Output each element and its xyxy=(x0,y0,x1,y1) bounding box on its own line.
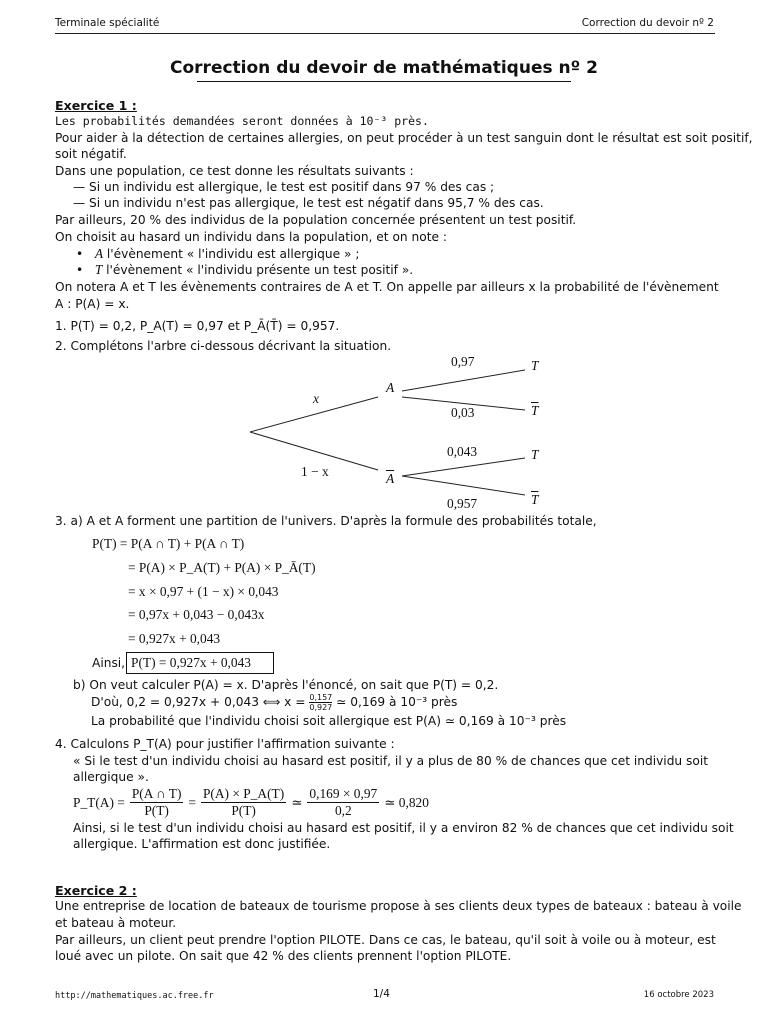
tree-label-x: x xyxy=(313,391,319,406)
conditional-formula: P_T(A) = $\frac{P(A \cap T)}{P(T)}$ = $\frac{P(A) \times P\_A(T)}{P(T)}$ ≃ $\frac{0,169 \times 0,97}{0,2}$ ≃ 0,820 xyxy=(73,786,429,818)
ex1-bullet-2: • T l'évènement « l'individu présente un test positif ». xyxy=(76,262,414,277)
boxed-result-text: P(T) = 0,927x + 0,043 xyxy=(131,655,251,670)
question-4-quote-2: allergique ». xyxy=(73,770,149,784)
formula-fraction-2 xyxy=(201,786,286,819)
var-a: A xyxy=(94,246,103,261)
f1-den: P(T) xyxy=(144,803,169,818)
branch-abar-tbar xyxy=(402,476,525,495)
branch-a-t xyxy=(402,370,525,391)
ex1-dash-2: — Si un individu n'est pas allergique, le test est négatif dans 95,7 % des cas. xyxy=(73,196,544,210)
tree-node-tbar-2: $\overline{T}$ xyxy=(531,492,539,507)
f3-den: 0,2 xyxy=(334,803,352,818)
fraction-num: 0,157 xyxy=(309,693,333,702)
tree-node-t-2: T xyxy=(531,447,539,462)
formula-fraction-1 xyxy=(130,786,184,819)
question-1: 1. P(T) = 0,2, P_A(T) = 0,97 et P_Ā(T̄) = 0,957. xyxy=(55,319,340,333)
tree-prob-0043: 0,043 xyxy=(447,444,478,459)
bullet-2-text: l'évènement « l'individu présente un test positif ». xyxy=(102,263,414,277)
ex1-line-5: Par ailleurs, 20 % des individus de la population concernée présentent un test positif. xyxy=(55,213,577,227)
q3b-approx: ≃ 0,169 à 10⁻³ près xyxy=(332,695,458,709)
equation-1: P(T) = P(A ∩ T) + P(A ∩ T) xyxy=(92,536,245,551)
fraction-small xyxy=(309,693,332,712)
ex2-line-1: Une entreprise de location de bateaux de tourisme propose à ses clients deux types de bateaux : bateau à voile xyxy=(55,899,742,913)
ex1-line-8: A : P(A) = x. xyxy=(55,297,130,311)
question-4-conclusion-1: Ainsi, si le test d'un individu choisi au hasard est positif, il y a environ 82 % de chances que cet individu soit xyxy=(73,821,734,835)
q3b-equation: D'où, 0,2 = 0,927x + 0,043 ⟺ x = xyxy=(91,695,310,709)
f1-num: P(A ∩ T) xyxy=(131,786,182,801)
question-2: 2. Complétons l'arbre ci-dessous décrivant la situation. xyxy=(55,339,392,353)
ex1-line-6: On choisit au hasard un individu dans la population, et on note : xyxy=(55,230,447,244)
question-3b-line-1: b) On veut calculer P(A) = x. D'après l'énoncé, on sait que P(T) = 0,2. xyxy=(73,678,499,692)
tree-label-1-minus-x: 1 − x xyxy=(301,464,329,479)
ex1-line-3: soit négatif. xyxy=(55,147,127,161)
ex2-line-2: et bateau à moteur. xyxy=(55,916,177,930)
equation-3: = x × 0,97 + (1 − x) × 0,043 xyxy=(128,584,279,599)
exercise-2-heading: Exercice 2 : xyxy=(55,883,137,898)
ex2-line-4: loué avec un pilote. On sait que 42 % des clients prennent l'option PILOTE. xyxy=(55,949,512,963)
header-right: Correction du devoir nº 2 xyxy=(581,17,714,29)
question-4-quote-1: « Si le test d'un individu choisi au hasard est positif, il y a plus de 80 % de chances que cet individu soit xyxy=(73,754,708,768)
formula-lhs: P_T(A) = xyxy=(73,794,125,810)
ex1-line-2: Pour aider à la détection de certaines allergies, on peut procéder à un test sanguin dont le résultat est soit positif, xyxy=(55,131,753,145)
tree-prob-0957: 0,957 xyxy=(447,496,478,511)
question-3b-line-3: La probabilité que l'individu choisi soit allergique est P(A) ≃ 0,169 à 10⁻³ près xyxy=(91,714,567,728)
question-4: 4. Calculons P_T(A) pour justifier l'affirmation suivante : xyxy=(55,737,395,751)
branch-abar-t xyxy=(402,458,525,476)
ainsi-label: Ainsi, xyxy=(92,656,126,670)
var-t: T xyxy=(94,262,103,277)
tree-node-tbar-1: $\overline{T}$ xyxy=(531,403,539,418)
tree-node-t-1: T xyxy=(531,358,539,373)
question-4-conclusion-2: allergique. L'affirmation est donc justifiée. xyxy=(73,837,331,851)
ex1-line-4: Dans une population, ce test donne les résultats suivants : xyxy=(55,164,414,178)
tree-prob-003: 0,03 xyxy=(451,405,475,420)
ex2-line-3: Par ailleurs, un client peut prendre l'option PILOTE. Dans ce cas, le bateau, qu'il soit à voile ou à moteur, est xyxy=(55,933,716,947)
ex1-line-7: On notera A et T les évènements contraires de A et T. On appelle par ailleurs x la probabilité de l'évènement xyxy=(55,280,719,294)
equation-5: = 0,927x + 0,043 xyxy=(128,631,221,646)
tree-prob-097: 0,97 xyxy=(451,354,475,369)
tree-node-a: A xyxy=(386,380,395,395)
header-left: Terminale spécialité xyxy=(55,17,160,29)
equation-2: = P(A) × P_A(T) + P(A) × P_Ā(T) xyxy=(128,560,316,575)
formula-fraction-3 xyxy=(307,786,379,819)
fraction-den: 0,927 xyxy=(309,703,333,712)
page-number: 1/4 xyxy=(373,988,390,1000)
footer-url[interactable]: http://mathematiques.ac.free.fr xyxy=(55,991,214,1001)
ex1-line-1: Les probabilités demandées seront données à 10⁻³ près. xyxy=(55,114,429,128)
formula-result: ≃ 0,820 xyxy=(384,794,429,810)
f2-num: P(A) × P_A(T) xyxy=(202,786,285,801)
exercise-1-heading: Exercice 1 : xyxy=(55,98,137,113)
question-3a: 3. a) A et A forment une partition de l'univers. D'après la formule des probabilités totale, xyxy=(55,514,597,528)
equation-4: = 0,97x + 0,043 − 0,043x xyxy=(128,607,265,622)
f3-num: 0,169 × 0,97 xyxy=(309,786,378,801)
footer-date: 16 octobre 2023 xyxy=(643,990,714,1000)
ex1-bullet-1: • A l'évènement « l'individu est allergique » ; xyxy=(76,246,360,261)
tree-node-abar: $\overline{A}$ xyxy=(386,471,395,486)
question-3b-line-2 xyxy=(91,693,457,712)
bullet-1-text: l'évènement « l'individu est allergique » ; xyxy=(103,247,360,261)
ex1-dash-1: — Si un individu est allergique, le test est positif dans 97 % des cas ; xyxy=(73,180,495,194)
f2-den: P(T) xyxy=(231,803,256,818)
page-title: Correction du devoir de mathématiques nº 2 xyxy=(170,58,598,78)
